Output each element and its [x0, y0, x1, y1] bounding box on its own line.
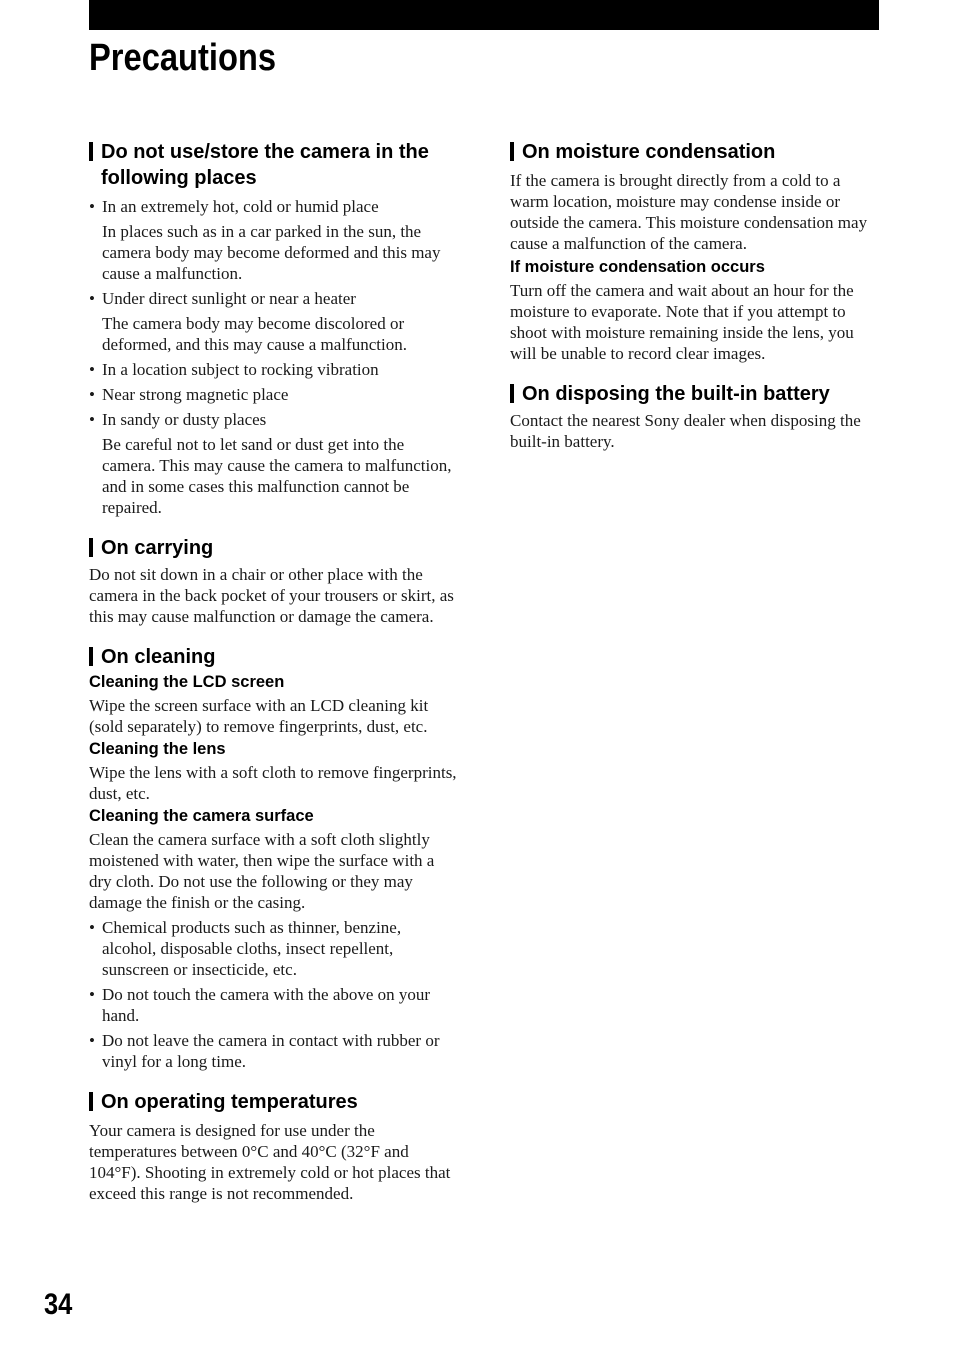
bullet-icon: • — [89, 985, 95, 1004]
cleaning-list — [89, 917, 457, 1072]
list-item — [89, 288, 457, 355]
section-heading — [89, 139, 457, 191]
list-item-note: The camera body may become discolored or deformed, and this may cause a malfunction. — [102, 314, 407, 354]
list-item — [89, 359, 457, 380]
section-body: If the camera is brought directly from a cold to a warm location, moisture may condense inside or outside the camera. This moisture condensation may cause a malfunction of the camera. — [510, 171, 868, 253]
bullet-icon: • — [89, 385, 95, 404]
section-heading — [510, 139, 879, 165]
list-item-note: In places such as in a car parked in the sun, the camera body may become deformed and this may cause a malfunction. — [102, 222, 441, 283]
header-bar — [89, 0, 879, 30]
heading-marker — [510, 384, 514, 403]
list-item-text: Chemical products such as thinner, benzine, alcohol, disposable cloths, insect repellent, sunscreen or insecticide, etc. — [102, 918, 402, 979]
list-item — [89, 917, 457, 980]
section-battery — [510, 381, 879, 452]
section-condensation — [510, 139, 879, 364]
subheading-surface: Cleaning the camera surface — [89, 807, 314, 825]
section-temperatures — [89, 1089, 457, 1204]
list-item-text: In an extremely hot, cold or humid place — [102, 197, 379, 216]
occurs-body: Turn off the camera and wait about an hour for the moisture to evaporate. Note that if you attempt to shoot with moisture remaining inside the lens, you will be unable to record clear images. — [510, 281, 854, 363]
bullet-icon: • — [89, 1031, 95, 1050]
section-heading — [89, 535, 457, 561]
heading-marker — [89, 538, 93, 557]
section-body: Your camera is designed for use under the temperatures between 0°C and 40°C (32°F and 104°F). Shooting in extremely cold or hot places that exceed this range is not recommended. — [89, 1121, 451, 1203]
list-item — [89, 1030, 457, 1072]
section-heading-text: On disposing the built-in battery — [522, 383, 830, 405]
bullet-icon: • — [89, 197, 95, 216]
subheading-occurs: If moisture condensation occurs — [510, 258, 765, 276]
list-item-note: Be careful not to let sand or dust get into the camera. This may cause the camera to malfunction, and in some cases this malfunction cannot be repaired. — [102, 435, 452, 517]
section-heading — [89, 1089, 457, 1115]
storage-list — [89, 196, 457, 518]
list-item — [89, 196, 457, 284]
list-item — [89, 384, 457, 405]
bullet-icon: • — [89, 289, 95, 308]
list-item-text: In a location subject to rocking vibration — [102, 360, 379, 379]
section-heading-text: Do not use/store the camera in the following places — [101, 141, 429, 189]
list-item-text: In sandy or dusty places — [102, 410, 267, 429]
bullet-icon: • — [89, 410, 95, 429]
surface-body: Clean the camera surface with a soft cloth slightly moistened with water, then wipe the surface with a dry cloth. Do not use the following or they may damage the finish or the casing. — [89, 830, 435, 912]
list-item-text: Do not leave the camera in contact with rubber or vinyl for a long time. — [102, 1031, 440, 1071]
heading-marker — [89, 142, 93, 161]
page-title: Precautions — [89, 37, 277, 79]
bullet-icon: • — [89, 918, 95, 937]
section-heading-text: On operating temperatures — [101, 1091, 358, 1113]
section-heading-text: On carrying — [101, 537, 214, 559]
list-item — [89, 984, 457, 1026]
left-column — [89, 139, 457, 1204]
right-column — [510, 139, 879, 452]
section-carrying — [89, 535, 457, 627]
lens-body: Wipe the lens with a soft cloth to remove fingerprints, dust, etc. — [89, 763, 457, 803]
section-body: Contact the nearest Sony dealer when disposing the built-in battery. — [510, 411, 861, 451]
list-item-text: Near strong magnetic place — [102, 385, 289, 404]
section-body: Do not sit down in a chair or other place with the camera in the back pocket of your trousers or skirt, as this may cause malfunction or damage the camera. — [89, 565, 454, 626]
subheading-lens: Cleaning the lens — [89, 740, 226, 758]
section-heading-text: On moisture condensation — [522, 141, 776, 163]
list-item — [89, 409, 457, 518]
heading-marker — [510, 142, 514, 161]
section-heading — [510, 381, 879, 407]
subheading-lcd: Cleaning the LCD screen — [89, 673, 285, 691]
page-number: 34 — [44, 1288, 73, 1321]
section-heading-text: On cleaning — [101, 646, 216, 668]
section-storage — [89, 139, 457, 518]
bullet-icon: • — [89, 360, 95, 379]
lcd-body: Wipe the screen surface with an LCD cleaning kit (sold separately) to remove fingerprints, dust, etc. — [89, 696, 429, 736]
list-item-text: Under direct sunlight or near a heater — [102, 289, 356, 308]
heading-marker — [89, 1092, 93, 1111]
list-item-text: Do not touch the camera with the above on your hand. — [102, 985, 431, 1025]
section-heading — [89, 644, 457, 670]
section-cleaning — [89, 644, 457, 1072]
heading-marker — [89, 647, 93, 666]
